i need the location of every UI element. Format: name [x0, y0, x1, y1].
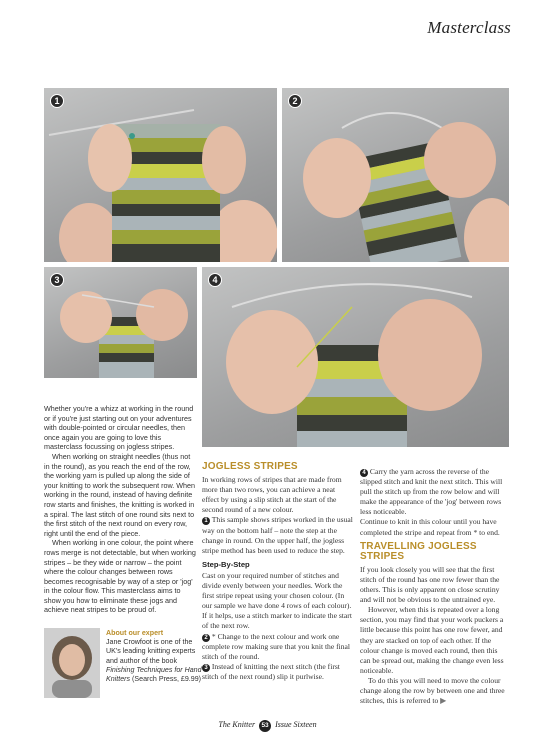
travelling-paragraph: If you look closely you will see that the first stitch of the round has one row fewer than the others. This is only apparent on close scrutiny and will not be obvious to the untrained eye.	[360, 564, 500, 605]
jogless-stripes-heading: JOGLESS STRIPES	[202, 461, 298, 472]
knitting-photo-4	[202, 267, 509, 447]
footer-issue: Issue Sixteen	[275, 720, 317, 729]
knitting-photo-1	[44, 88, 277, 262]
expert-bio: Jane Crowfoot is one of the UK's leading knitting experts and author of the book	[106, 638, 196, 665]
intro-paragraph: When working in one colour, the point where rows merge is not detectable, but when working stripes – be they wide or narrow – the point where the colour changes between rows becomes recognisable by way of a step or 'jog' in the colour flow. This masterclass aims to show you how to eliminate these jogs and achieve neat stripes to be proud of.	[44, 538, 196, 615]
about-expert-title: About our expert	[106, 629, 164, 637]
intro-paragraph: When working on straight needles (thus not in the round), as you reach the end of the row, the working yarn is pulled up along the side of your knitting to work the subsequent row. When working in the round, instead of having definite row starts and finishes, the knitting is worked in a spiral. The last stitch of one round sits next to the first stitch of the next round on every row, right until the end of the piece.	[44, 451, 196, 538]
step-4-text: Carry the yarn across the reverse of the slipped stitch and knit the next stitch. This will pull the stitch up from the row below and will make the appearance of the 'jog' between rows less noticeable.	[360, 467, 503, 517]
travelling-paragraph: However, when this is repeated over a long section, you may find that your work puckers a little because this point has one row fewer, and they are stacked on top of each other. If the colour change is moved each round, then this can be spread out, making the change even less noticeable.	[360, 605, 504, 675]
expert-avatar	[44, 628, 100, 698]
step-photo-2	[282, 88, 509, 262]
step-intro: Cast on your required number of stitches and divide evenly between your needles. Work the first stripe repeat using your chosen colour. (In our sample we have done 4 rows of each colour). If it helps, use a stitch marker to indicate the start of the next row.	[202, 570, 352, 631]
step-3-text: Instead of knitting the next stitch (the first stitch of the next round) slip it purlwise.	[202, 661, 340, 681]
page-header-title: Masterclass	[427, 18, 511, 37]
step-1-text: This sample shows stripes worked in the usual way on the bottom half – note the step at the change in round. On the upper half, the jogless stripe method has been used to reduce the step.	[202, 515, 353, 555]
expert-book-info: (Search Press, £9.99)	[130, 675, 202, 684]
photo-4-number-badge: 4	[208, 273, 222, 287]
intro-column	[44, 404, 197, 615]
intro-paragraph: Whether you're a whizz at working in the round or if you're just starting out on your adventures with double-pointed or circular needles, then once again you are going to love this masterclass focussing on jogless stripes.	[44, 404, 194, 452]
continue-arrow-icon: ▶	[440, 696, 447, 706]
travelling-jogless-heading: TRAVELLING JOGLESS STRIPES	[360, 540, 477, 562]
step-number-3: 3	[202, 664, 210, 672]
photo-1-number-badge: 1	[50, 94, 64, 108]
step-number-4: 4	[360, 469, 368, 477]
jogless-stripes-column	[202, 462, 354, 682]
travelling-stripes-column	[360, 467, 509, 706]
photo-3-number-badge: 3	[50, 273, 64, 287]
step-by-step-heading: Step-By-Step	[202, 559, 250, 569]
expert-book-title: Finishing Techniques for Hand Knitters	[106, 665, 202, 684]
about-expert-box	[106, 629, 202, 684]
step-number-2: 2	[202, 634, 210, 642]
page-number: 53	[259, 720, 271, 732]
step-photo-1	[44, 88, 277, 262]
footer-magazine-name: The Knitter	[218, 720, 256, 729]
step-photo-4	[202, 267, 509, 447]
step-photo-3	[44, 267, 197, 378]
step-2-text: * Change to the next colour and work one complete row making sure that you knit the final stitch of the round.	[202, 631, 351, 661]
jogless-intro: In working rows of stripes that are made from more than two rows, you can achieve a neat effect by using a slip stitch at the start of the second round of a new colour.	[202, 475, 342, 515]
step-number-1: 1	[202, 517, 210, 525]
photo-2-number-badge: 2	[288, 94, 302, 108]
travelling-paragraph: To do this you will need to move the colour change along the row by between one and three stitches, this is referred to	[360, 675, 505, 706]
continue-text: Continue to knit in this colour until you have completed the stripe and repeat from * to end.	[360, 517, 500, 537]
page-footer	[0, 720, 535, 732]
knitting-photo-2	[282, 88, 509, 262]
knitting-photo-3	[44, 267, 197, 378]
